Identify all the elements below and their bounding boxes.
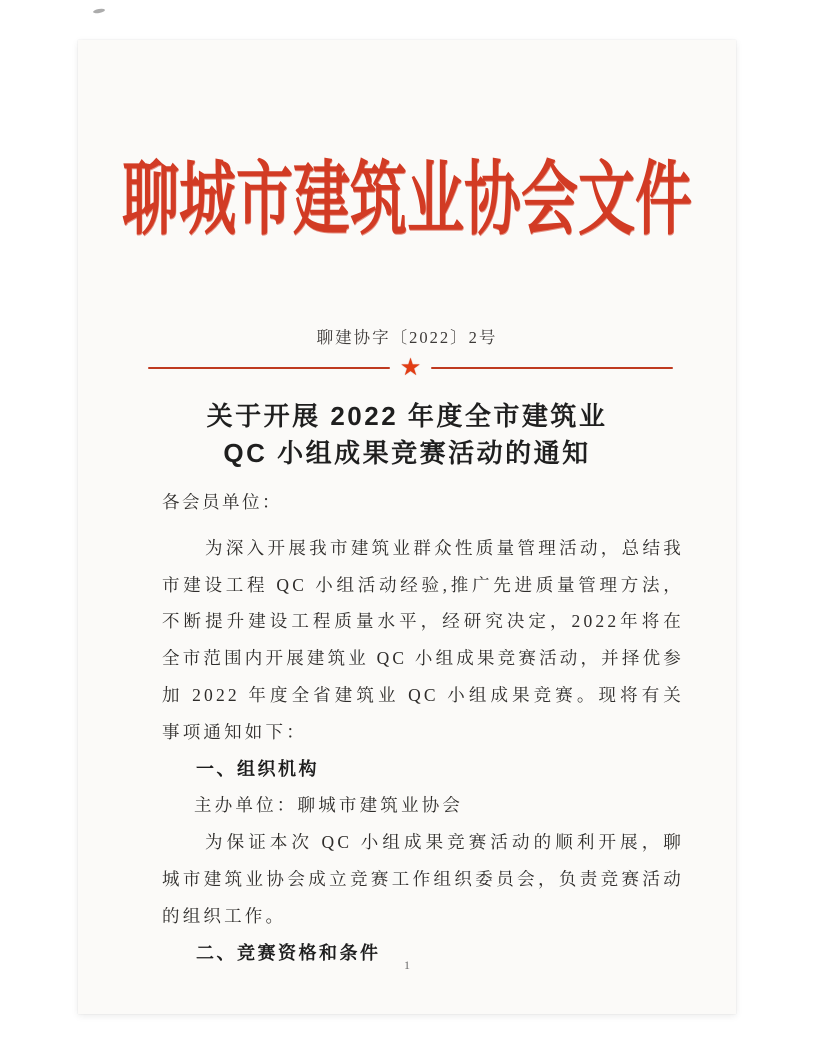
body-paragraph: 为保证本次 QC 小组成果竞赛活动的顺利开展，聊城市建筑业协会成立竞赛工作组织委员会，负责竞赛活动的组织工作。 [162, 832, 684, 926]
letterhead-title: 聊城市建筑业协会文件 [122, 156, 692, 246]
notice-title-line2: QC 小组成果竞赛活动的通知 [223, 438, 591, 468]
red-rule-divider [148, 356, 673, 380]
rule-left-segment [148, 367, 390, 369]
section-heading-1: 一、组织机构 [196, 758, 319, 779]
document-number: 聊建协字〔2022〕2号 [316, 328, 498, 347]
star-icon: ★ [399, 355, 422, 381]
section-heading-2: 二、竞赛资格和条件 [196, 942, 381, 963]
notice-body [162, 484, 684, 971]
body-paragraph: 为深入开展我市建筑业群众性质量管理活动，总结我市建设工程 QC 小组活动经验,推广先进质量管理方法，不断提升建设工程质量水平，经研究决定，2022年将在全市范围内开展建筑业 QC 小组成果竞赛活动，并择优参加 2022 年度全省建筑业 QC 小组成果竞赛。现将有关事项通知如下： [162, 537, 684, 742]
organizer-line: 主办单位：聊城市建筑业协会 [194, 795, 464, 816]
rule-right-segment [431, 367, 673, 369]
notice-title-line1: 关于开展 2022 年度全市建筑业 [206, 401, 608, 431]
page-number: 1 [404, 958, 410, 972]
salutation: 各会员单位： [162, 492, 282, 512]
notice-title [78, 398, 736, 472]
document-paper [78, 40, 736, 1014]
scan-speck [93, 8, 106, 14]
